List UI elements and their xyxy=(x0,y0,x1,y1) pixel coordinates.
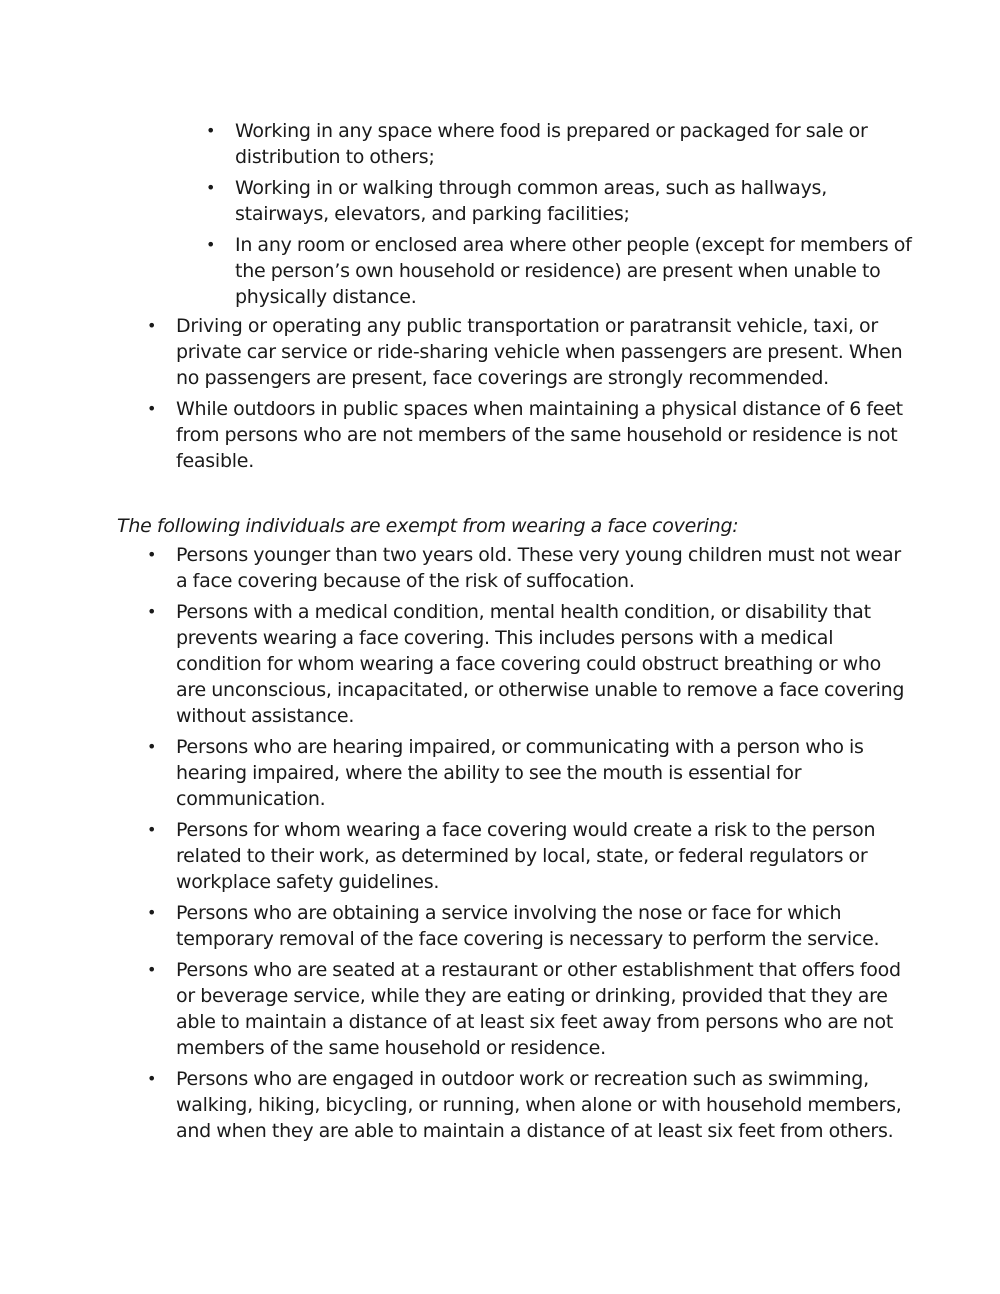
list-item xyxy=(206,175,915,227)
list-item xyxy=(147,900,906,952)
list-item xyxy=(147,1066,906,1144)
list-item-text: Persons younger than two years old. These very young children must not wear a face covering because of the risk of suffocation. xyxy=(176,544,901,592)
list-item-text: Driving or operating any public transportation or paratransit vehicle, taxi, or private car service or ride-sharing vehicle when passengers are present. When no passengers are present, face coverings are strongly recommended. xyxy=(176,315,903,389)
bullet-icon: • xyxy=(206,121,216,140)
list-item xyxy=(147,542,906,594)
nested-bullet-list xyxy=(206,118,915,315)
bullet-icon: • xyxy=(147,903,157,922)
bullet-icon: • xyxy=(147,602,157,621)
list-item-text: Working in any space where food is prepared or packaged for sale or distribution to others; xyxy=(235,120,868,168)
list-item-text: Persons who are obtaining a service involving the nose or face for which temporary removal of the face covering is necessary to perform the service. xyxy=(176,902,880,950)
list-item xyxy=(147,734,906,812)
bullet-icon: • xyxy=(206,178,216,197)
list-item xyxy=(147,817,906,895)
list-item xyxy=(147,313,906,391)
bullet-icon: • xyxy=(147,399,157,418)
list-item xyxy=(206,118,915,170)
list-item-text: Persons who are engaged in outdoor work or recreation such as swimming, walking, hiking, bicycling, or running, when alone or with household members, and when they are able to maintain a distance of at least six feet from others. xyxy=(176,1068,902,1142)
bullet-icon: • xyxy=(147,820,157,839)
list-item xyxy=(147,957,906,1061)
exempt-bullet-list xyxy=(147,542,906,1149)
list-item-text: Persons with a medical condition, mental health condition, or disability that prevents wearing a face covering. This includes persons with a medical condition for whom wearing a face covering could obstruct breathing or who are unconscious, incapacitated, or otherwise unable to remove a face covering without assistance. xyxy=(176,601,905,727)
bullet-icon: • xyxy=(206,235,216,254)
bullet-icon: • xyxy=(147,1069,157,1088)
list-item-text: In any room or enclosed area where other people (except for members of the person’s own household or residence) are present when unable to physically distance. xyxy=(235,234,912,308)
bullet-list xyxy=(147,313,906,479)
list-item xyxy=(147,396,906,474)
list-item-text: Persons who are seated at a restaurant or other establishment that offers food or beverage service, while they are eating or drinking, provided that they are able to maintain a distance of at least six feet away from persons who are not members of the same household or residence. xyxy=(176,959,901,1059)
list-item xyxy=(206,232,915,310)
list-item-text: Persons for whom wearing a face covering would create a risk to the person related to their work, as determined by local, state, or federal regulators or workplace safety guidelines. xyxy=(176,819,876,893)
list-item-text: Working in or walking through common areas, such as hallways, stairways, elevators, and parking facilities; xyxy=(235,177,827,225)
bullet-icon: • xyxy=(147,960,157,979)
list-item xyxy=(147,599,906,729)
bullet-icon: • xyxy=(147,316,157,335)
list-item-text: Persons who are hearing impaired, or communicating with a person who is hearing impaired, where the ability to see the mouth is essential for communication. xyxy=(176,736,864,810)
bullet-icon: • xyxy=(147,545,157,564)
list-item-text: While outdoors in public spaces when maintaining a physical distance of 6 feet from persons who are not members of the same household or residence is not feasible. xyxy=(176,398,903,472)
bullet-icon: • xyxy=(147,737,157,756)
exempt-intro-text: The following individuals are exempt from wearing a face covering: xyxy=(117,515,739,537)
